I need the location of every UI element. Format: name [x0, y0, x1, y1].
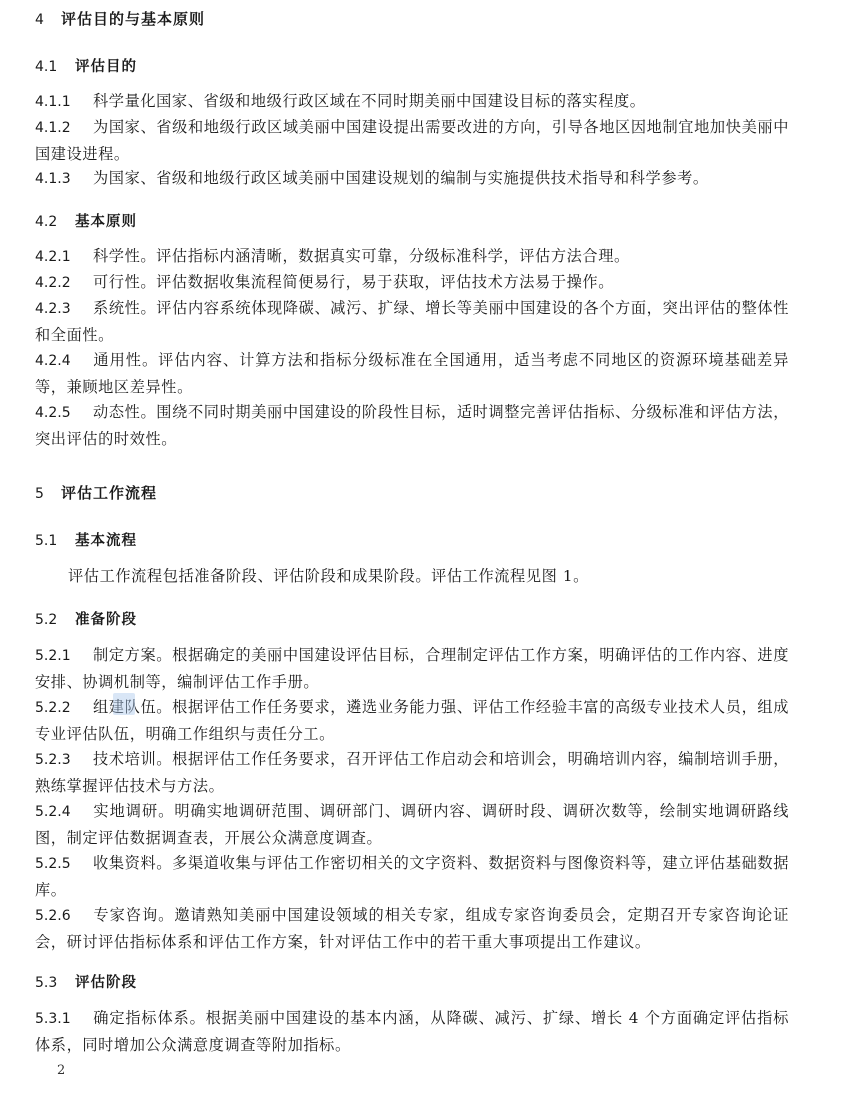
- clause-number: 4.2.5: [35, 405, 71, 421]
- clause-number: 4.1.1: [35, 94, 71, 110]
- section-number: 4: [35, 12, 44, 28]
- section-number: 5.3: [35, 975, 58, 991]
- section-title: 准备阶段: [75, 612, 137, 628]
- clause-number: 4.1.2: [35, 120, 71, 136]
- page-number: 2: [57, 1063, 66, 1078]
- clause-text: 可行性。评估数据收集流程简便易行，易于获取，评估技术方法易于操作。: [93, 273, 614, 291]
- section-number: 5.2: [35, 612, 58, 628]
- section-heading-4-1: [35, 55, 137, 76]
- clause-5-2-4: [35, 799, 789, 851]
- clause-5-2-2: [35, 695, 789, 747]
- clause-text: 通用性。评估内容、计算方法和指标分级标准在全国通用，适当考虑不同地区的资源环境基础差异等，兼顾地区差异性。: [35, 351, 789, 396]
- clause-text: 系统性。评估内容系统体现降碳、减污、扩绿、增长等美丽中国建设的各个方面，突出评估的整体性和全面性。: [35, 299, 789, 344]
- clause-text: 科学量化国家、省级和地级行政区域在不同时期美丽中国建设目标的落实程度。: [93, 92, 646, 110]
- clause-number: 4.2.4: [35, 353, 71, 369]
- clause-text: 为国家、省级和地级行政区域美丽中国建设提出需要改进的方向，引导各地区因地制宜地加快美丽中国建设进程。: [35, 118, 789, 163]
- clause-number: 4.1.3: [35, 171, 71, 187]
- clause-4-2-3: [35, 296, 789, 348]
- clause-number: 5.2.2: [35, 700, 71, 716]
- clause-text: 技术培训。根据评估工作任务要求，召开评估工作启动会和培训会，明确培训内容，编制培训手册，熟练掌握评估技术与方法。: [35, 750, 789, 795]
- section-heading-5-1: [35, 529, 137, 550]
- section-title: 评估目的: [75, 59, 137, 75]
- section-title: 评估目的与基本原则: [61, 10, 206, 28]
- clause-number: 4.2.3: [35, 301, 71, 317]
- section-number: 4.1: [35, 59, 58, 75]
- clause-4-1-1: [35, 89, 789, 116]
- section-number: 4.2: [35, 214, 58, 230]
- clause-text: 专家咨询。邀请熟知美丽中国建设领域的相关专家，组成专家咨询委员会，定期召开专家咨询论证会，研讨评估指标体系和评估工作方案，针对评估工作中的若干重大事项提出工作建议。: [35, 906, 789, 951]
- clause-text: 为国家、省级和地级行政区域美丽中国建设规划的编制与实施提供技术指导和科学参考。: [93, 169, 709, 187]
- clause-number: 5.2.3: [35, 752, 71, 768]
- clause-4-2-4: [35, 348, 789, 400]
- clause-text: 收集资料。多渠道收集与评估工作密切相关的文字资料、数据资料与图像资料等，建立评估基础数据库。: [35, 854, 789, 899]
- section-number: 5: [35, 486, 44, 502]
- clause-number: 4.2.2: [35, 275, 71, 291]
- section-heading-5: [35, 482, 157, 503]
- clause-number: 5.3.1: [35, 1011, 71, 1027]
- clause-number: 5.2.6: [35, 908, 71, 924]
- section-number: 5.1: [35, 533, 58, 549]
- section-heading-4-2: [35, 210, 137, 231]
- clause-5-2-1: [35, 643, 789, 695]
- section-heading-5-3: [35, 971, 137, 992]
- clause-number: 5.2.1: [35, 648, 71, 664]
- section-heading-5-2: [35, 608, 137, 629]
- clause-text: 科学性。评估指标内涵清晰，数据真实可靠，分级标准科学，评估方法合理。: [93, 247, 630, 265]
- clause-number: 5.2.5: [35, 856, 71, 872]
- clause-5-2-3: [35, 747, 789, 799]
- clause-text: 动态性。围绕不同时期美丽中国建设的阶段性目标，适时调整完善评估指标、分级标准和评估方法，突出评估的时效性。: [35, 403, 789, 448]
- paragraph-5-1-body: 评估工作流程包括准备阶段、评估阶段和成果阶段。评估工作流程见图 1。: [68, 567, 589, 585]
- section-title: 基本流程: [75, 533, 137, 549]
- clause-number: 4.2.1: [35, 249, 71, 265]
- clause-text: 制定方案。根据确定的美丽中国建设评估目标，合理制定评估工作方案，明确评估的工作内容、进度安排、协调机制等，编制评估工作手册。: [35, 646, 789, 691]
- clause-4-1-2: [35, 115, 789, 167]
- clause-5-2-6: [35, 903, 789, 955]
- clause-number: 5.2.4: [35, 804, 71, 820]
- section-heading-4: [35, 8, 205, 29]
- section-title: 评估阶段: [75, 975, 137, 991]
- clause-4-1-3: [35, 166, 789, 193]
- clause-text: 组建队伍。根据评估工作任务要求，遴选业务能力强、评估工作经验丰富的高级专业技术人员，组成专业评估队伍，明确工作组织与责任分工。: [35, 698, 789, 743]
- clause-4-2-5: [35, 400, 789, 452]
- clause-4-2-1: [35, 244, 789, 271]
- section-title: 基本原则: [75, 214, 137, 230]
- clause-5-2-5: [35, 851, 789, 903]
- clause-text: 确定指标体系。根据美丽中国建设的基本内涵，从降碳、减污、扩绿、增长 4 个方面确定评估指标体系，同时增加公众满意度调查等附加指标。: [35, 1009, 789, 1054]
- selection-highlight: [113, 693, 135, 715]
- clause-text: 实地调研。明确实地调研范围、调研部门、调研内容、调研时段、调研次数等，绘制实地调研路线图，制定评估数据调查表，开展公众满意度调查。: [35, 802, 789, 847]
- clause-5-3-1: [35, 1006, 789, 1058]
- clause-4-2-2: [35, 270, 789, 297]
- section-title: 评估工作流程: [61, 484, 158, 502]
